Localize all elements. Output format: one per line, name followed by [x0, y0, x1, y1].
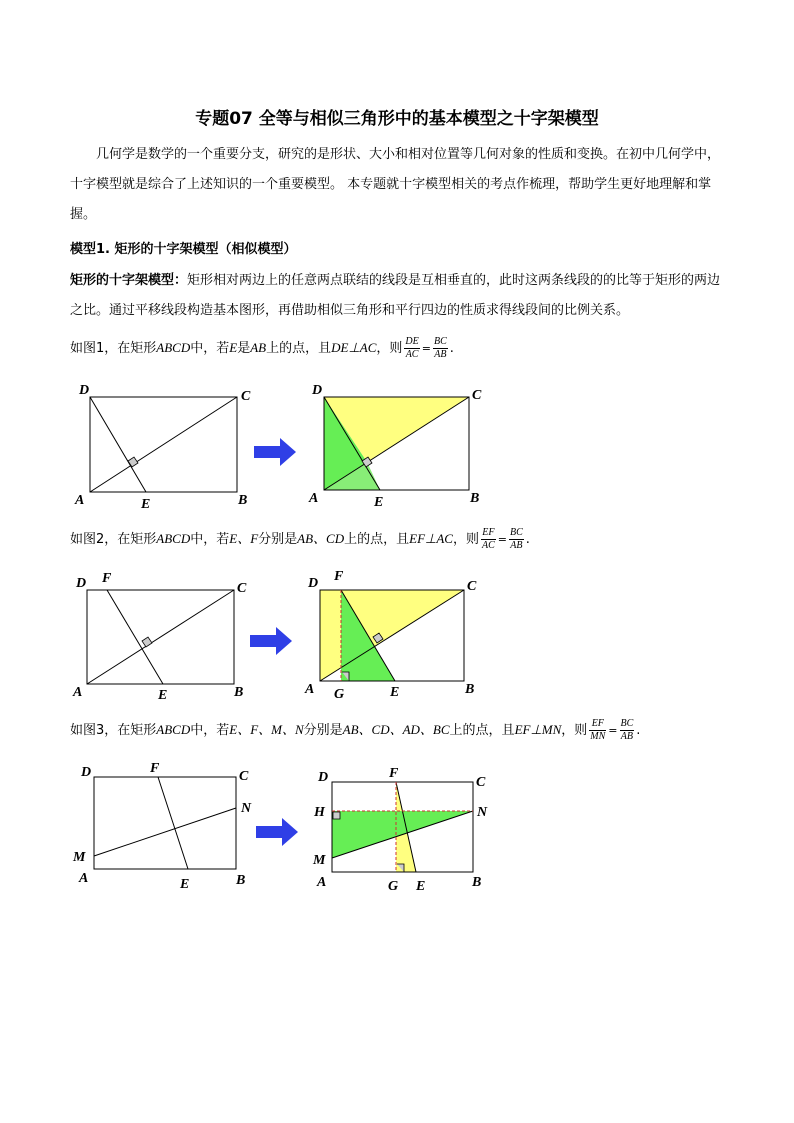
fraction-denominator: AB: [620, 731, 634, 742]
equals-sign: =: [608, 724, 618, 737]
figure3-h-right-angle-mark: [333, 812, 340, 819]
label-E: E: [158, 688, 168, 703]
label-B: B: [234, 685, 244, 700]
model-description-lead: 矩形的十字架模型：: [70, 273, 188, 288]
stmt-sides: AB、CD、AD、BC: [342, 722, 450, 737]
label-C: C: [472, 388, 482, 403]
fraction-numerator: BC: [620, 718, 634, 729]
label-F: F: [150, 761, 160, 776]
stmt-text: 上的点，且: [344, 532, 410, 547]
label-A: A: [79, 871, 89, 886]
fraction-denominator: AC: [405, 349, 419, 360]
label-D: D: [79, 383, 90, 398]
label-D: D: [318, 770, 329, 785]
stmt-points: E、F、M、N: [229, 722, 304, 737]
label-A: A: [309, 491, 319, 506]
label-C: C: [476, 775, 486, 790]
label-E: E: [180, 877, 190, 892]
stmt-condition: DE⊥AC: [331, 340, 377, 355]
label-A: A: [317, 875, 327, 890]
label-B: B: [465, 682, 475, 697]
label-N: N: [477, 805, 488, 820]
stmt-text: 分别是: [303, 723, 343, 738]
stmt-text: ，则: [376, 341, 403, 356]
label-E: E: [390, 685, 400, 700]
label-C: C: [237, 581, 247, 596]
fraction-denominator: MN: [590, 731, 606, 742]
label-F: F: [334, 569, 344, 584]
stmt-text: 中，若: [190, 532, 230, 547]
label-F: F: [389, 766, 399, 781]
intro-paragraph: 几何学是数学的一个重要分支，研究的是形状、大小和相对位置等几何对象的性质和变换。在初中几何学中，十字模型就是综合了上述知识的一个重要模型。 本专题就十字模型相关的考点作梳理，帮助学生更好地理解和掌握。: [70, 147, 721, 222]
stmt-period: .: [525, 532, 530, 547]
label-D: D: [76, 576, 87, 591]
figure3-left-rectangle: [94, 777, 236, 869]
stmt-condition: EF⊥MN: [514, 722, 562, 737]
stmt-text: 如图3，在矩形: [70, 723, 157, 738]
arrow-icon: [256, 818, 298, 846]
stmt-text: 如图2，在矩形: [70, 532, 157, 547]
label-D: D: [308, 576, 319, 591]
label-D: D: [312, 383, 323, 398]
equals-sign: =: [497, 533, 507, 546]
stmt-point: E: [229, 340, 238, 355]
fraction-numerator: EF: [589, 718, 606, 731]
stmt-side: AB: [250, 340, 267, 355]
fraction-denominator: AB: [510, 540, 523, 551]
stmt-text: 如图1，在矩形: [70, 341, 157, 356]
stmt-rect: ABCD: [156, 340, 191, 355]
label-M: M: [73, 850, 86, 865]
label-C: C: [241, 389, 251, 404]
fraction-numerator: EF: [482, 527, 495, 538]
stmt-text: 上的点，且: [449, 723, 515, 738]
label-F: F: [102, 571, 112, 586]
stmt-text: 中，若: [190, 723, 230, 738]
label-E: E: [416, 879, 426, 894]
equals-sign: =: [421, 342, 431, 355]
label-M: M: [313, 853, 326, 868]
stmt-rect: ABCD: [156, 531, 191, 546]
stmt-text: 上的点，且: [266, 341, 332, 356]
label-E: E: [141, 497, 151, 512]
label-G: G: [334, 687, 345, 702]
stmt-text: 是: [237, 341, 251, 356]
label-B: B: [470, 491, 480, 506]
figure3-left-segment-ef: [158, 777, 188, 869]
label-E: E: [374, 495, 384, 510]
label-H: H: [314, 805, 325, 820]
label-D: D: [81, 765, 92, 780]
stmt-text: ，则: [561, 723, 588, 738]
fraction-numerator: BC: [433, 336, 447, 347]
label-N: N: [241, 801, 252, 816]
stmt-rect: ABCD: [156, 722, 191, 737]
page-title: 专题07 全等与相似三角形中的基本模型之十字架模型: [195, 109, 599, 129]
stmt-period: .: [636, 723, 641, 738]
label-A: A: [73, 685, 83, 700]
label-G: G: [388, 879, 399, 894]
label-B: B: [238, 493, 248, 508]
model-description-text: 矩形相对两边上的任意两点联结的线段是互相垂直的，此时这两条线段的的比等于矩形的两边之比。通过平移线段构造基本图形，再借助相似三角形和平行四边的性质求得线段间的比例关系。: [70, 273, 721, 318]
stmt-condition: EF⊥AC: [409, 531, 453, 546]
stmt-period: .: [449, 341, 454, 356]
fraction-numerator: DE: [405, 336, 419, 347]
figure3-left-segment-mn: [94, 808, 236, 856]
label-A: A: [305, 682, 315, 697]
stmt-text: 中，若: [190, 341, 230, 356]
label-A: A: [75, 493, 85, 508]
fraction-numerator: BC: [509, 527, 523, 538]
label-B: B: [236, 873, 246, 888]
label-C: C: [239, 769, 249, 784]
stmt-sides: AB、CD: [297, 531, 345, 546]
stmt-text: ，则: [452, 532, 479, 547]
model-heading: 模型1. 矩形的十字架模型（相似模型）: [70, 242, 297, 257]
label-C: C: [467, 579, 477, 594]
label-B: B: [472, 875, 482, 890]
fraction-denominator: AB: [434, 349, 447, 360]
stmt-text: 分别是: [258, 532, 298, 547]
stmt-points: E、F: [229, 531, 259, 546]
fraction-denominator: AC: [481, 540, 495, 551]
